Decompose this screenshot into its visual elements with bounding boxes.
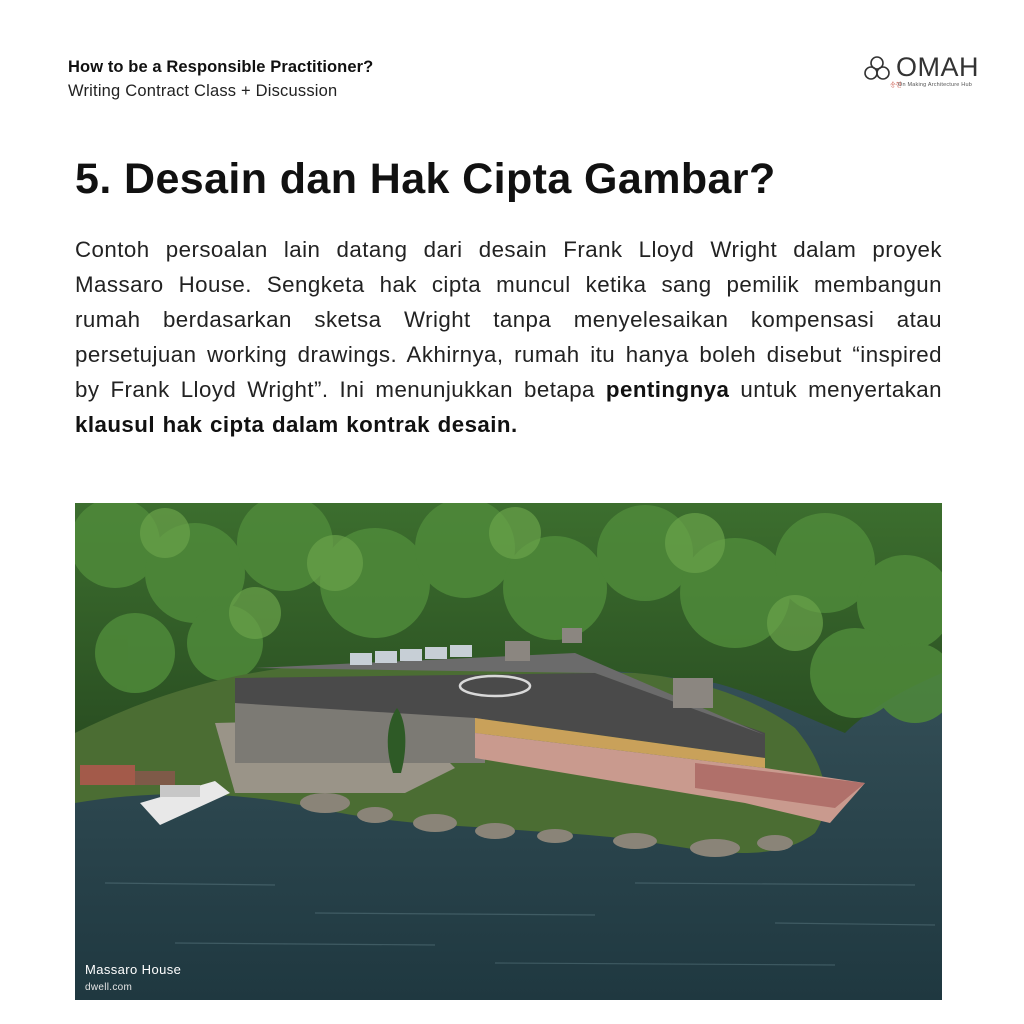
body-text-part: untuk menyertakan: [729, 377, 942, 402]
body-text-part: Contoh persoalan lain datang dari desain Frank Lloyd Wright dalam proyek Massaro House. Sengketa hak cipta muncul ketika sang pemilik membangun rumah berdasarkan sketsa Wright tanpa menyelesaikan kompensasi atau persetujuan working drawings. Akhirnya, rumah itu hanya boleh disebut “inspired by Frank Lloyd Wright”. Ini menunjukkan betapa: [75, 237, 942, 402]
photo-credit: dwell.com: [85, 982, 133, 993]
aerial-house-illustration: [75, 503, 942, 1000]
header-series-subtitle: Writing Contract Class + Discussion: [68, 82, 338, 100]
brand-tagline-mark: 송현: [890, 83, 902, 89]
massaro-house-photo: [75, 503, 942, 1000]
photo-caption: Massaro House: [85, 962, 182, 977]
brand-logo: [862, 50, 982, 94]
three-interlocking-circles-icon: [862, 54, 892, 82]
body-emphasis: pentingnya: [605, 377, 730, 402]
header-series-title: How to be a Responsible Practitioner?: [68, 58, 374, 76]
brand-name: OMAH: [896, 52, 979, 82]
slide-title: 5. Desain dan Hak Cipta Gambar?: [75, 155, 776, 203]
body-paragraph: [75, 232, 942, 442]
body-emphasis: klausul hak cipta dalam kontrak desain.: [75, 412, 518, 437]
brand-tagline: On Making Architecture Hub: [898, 82, 972, 88]
